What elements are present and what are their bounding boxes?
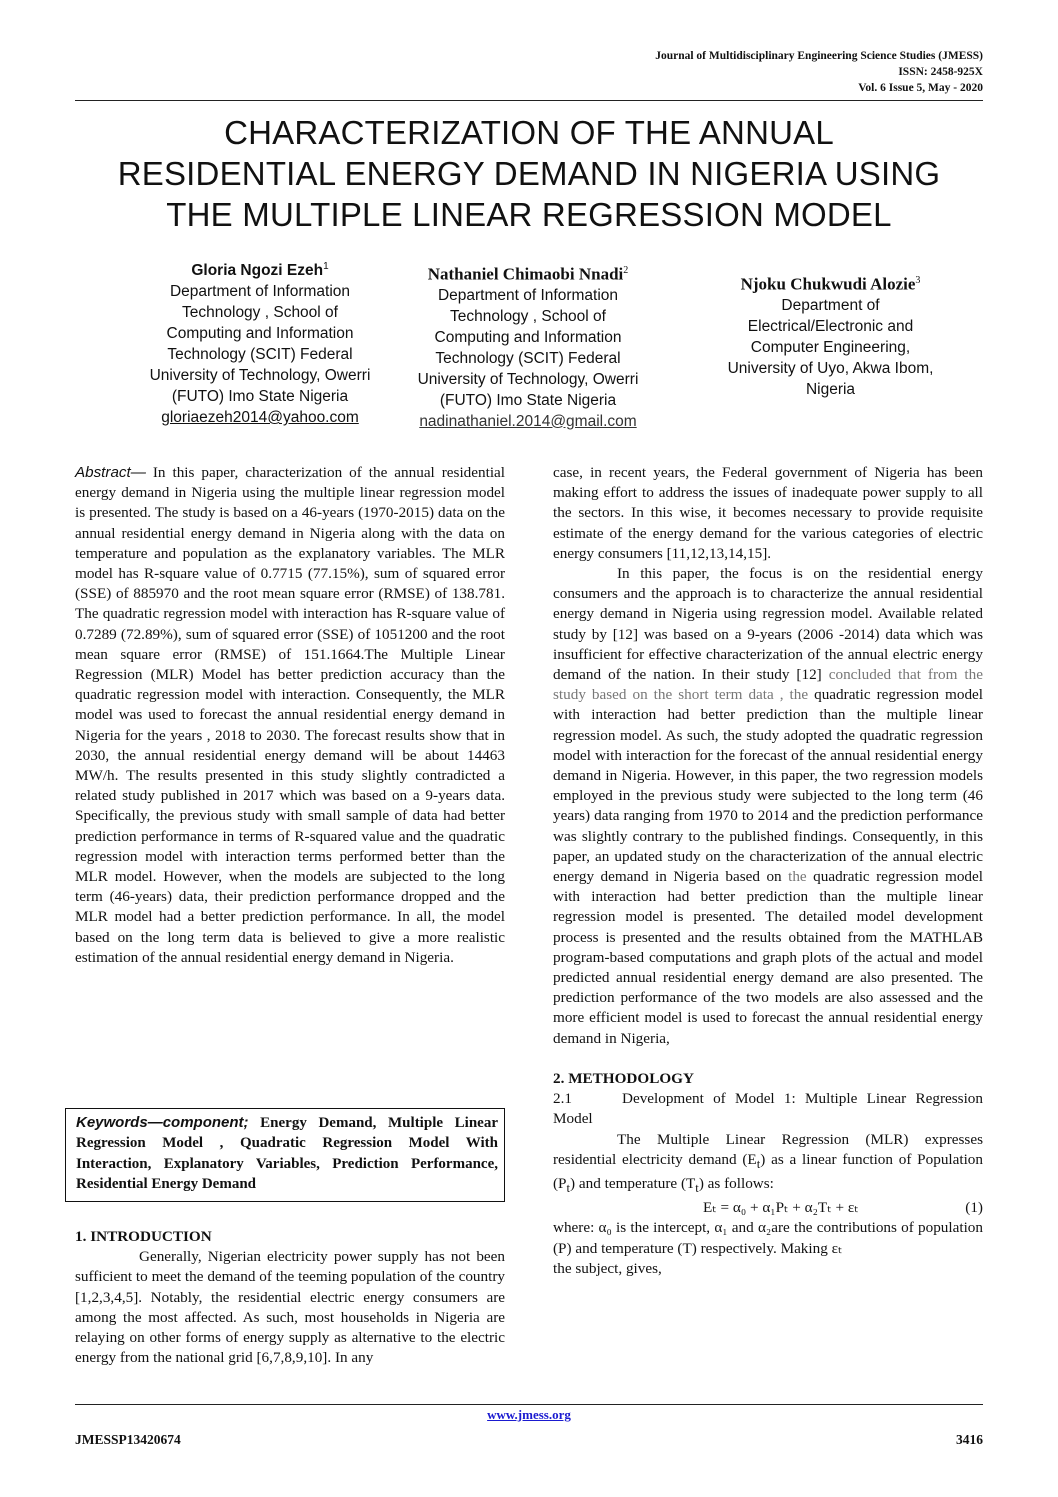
introduction-heading: 1. INTRODUCTION (75, 1228, 212, 1245)
affiliation-line: Nigeria (805, 380, 856, 398)
author-name-3-text: Njoku Chukwudi Alozie (740, 274, 916, 294)
subsection-heading (553, 1089, 983, 1129)
author-sup-1: 1 (323, 261, 329, 272)
author-block-1 (110, 256, 410, 428)
journal-name: Journal of Multidisciplinary Engineering Science Studies (JMESS) (655, 50, 983, 62)
abstract-label: Abstract— (75, 464, 146, 481)
author-email-2[interactable]: nadinathaniel.2014@gmail.com (419, 412, 637, 430)
where-text: where: α₀ is the intercept, α₁ and α₂are the contributions of population (P) and temperature (T) respectively. Making εₜ (553, 1219, 983, 1257)
affiliation-line: University of Uyo, Akwa Ibom, (727, 359, 934, 377)
right-column (553, 463, 983, 1279)
mlr-paragraph (553, 1130, 983, 1199)
affiliation-line: University of Technology, Owerri (417, 370, 639, 388)
p2-text-c: quadratic regression model with interaction had better prediction than the multiple linear regression model is presented. The detailed model development process is presented and the results obtained from the MATHLAB program-based computations and graph plots of the actual and model predicted annual residential energy demand are also presented. The prediction performance of the two models are also assessed and the more efficient model is used to forecast the annual residential energy demand in Nigeria, (553, 868, 983, 1047)
journal-issn: ISSN: 2458-925X (898, 66, 983, 78)
spacer (553, 1049, 983, 1069)
affiliation-line: (FUTO) Imo State Nigeria (439, 391, 617, 409)
equation-1 (553, 1198, 983, 1218)
author-name-3 (678, 270, 983, 295)
author-name-2 (388, 260, 668, 285)
subscript-t: t (756, 1156, 761, 1171)
introduction-text: Generally, Nigerian electricity power supply has not been sufficient to meet the demand of the teeming population of the country [1,2,3,4,5]. Notably, the residential electric energy consumers are among the most affected. As such, most households in Nigeria are relaying on other forms of energy supply as alternative to the electric energy from the national grid [6,7,8,9,10]. In any (75, 1248, 505, 1367)
subject-text: the subject, gives, (553, 1259, 662, 1277)
keywords-box (65, 1108, 505, 1202)
author-affiliation-2 (388, 285, 668, 411)
affiliation-line: (FUTO) Imo State Nigeria (171, 388, 349, 406)
mlr-text-4: ) as follows: (698, 1174, 774, 1192)
abstract-paragraph (75, 463, 505, 968)
affiliation-line: Department of (781, 296, 880, 314)
author-email-1[interactable]: gloriaezeh2014@yahoo.com (161, 409, 359, 427)
subscript-t: t (566, 1180, 571, 1195)
affiliation-line: Technology (SCIT) Federal (167, 346, 353, 364)
author-block-3 (678, 270, 983, 400)
affiliation-line: Computing and Information (166, 325, 354, 343)
right-paragraph-2 (553, 564, 983, 1049)
keywords-text: Energy Demand, Multiple Linear Regression Model , Quadratic Regression Model With Interaction, Explanatory Variables, Prediction Performance, Residential Energy Demand (76, 1115, 498, 1193)
affiliation-line: Department of Information (437, 286, 619, 304)
author-affiliation-1 (110, 281, 410, 407)
paper-id: JMESSP13420674 (75, 1432, 181, 1447)
subscript-t: t (695, 1180, 699, 1195)
journal-header (483, 48, 983, 96)
mlr-text-3: ) and temperature (T (570, 1174, 696, 1192)
journal-volume: Vol. 6 Issue 5, May - 2020 (858, 82, 983, 94)
affiliation-line: Electrical/Electronic and (747, 317, 914, 335)
equation-body: Eₜ = α₀ + α₁Pₜ + α₂Tₜ + εₜ (703, 1199, 859, 1217)
footer-rule (75, 1404, 983, 1405)
p2-text-b: quadratic regression model with interaction had better prediction than the multiple linear regression model. As such, the study adopted the quadratic regression model with interaction for the forecast of the annual residential energy demand in Nigeria. However, in this paper, the two regression models employed in the previous study were subjected to the long term (46 years) data ranging from 1970 to 2014 and the prediction performance was slightly contrary to the published findings. Consequently, in this paper, an updated study on the characterization of the annual electric energy demand in Nigeria based on (553, 686, 983, 886)
subsection-title: Development of Model 1: Multiple Linear Regression Model (553, 1090, 983, 1128)
abstract-text: In this paper, characterization of the annual residential energy demand in Nigeria using the multiple linear regression model is presented. The study is based on a 46-years (1970-2015) data on the annual residential energy demand in Nigeria along with the data on temperature and population as the explanatory variables. The MLR model has R-square value of 0.7715 (77.15%), sum of squared error (SSE) of 885970 and the root mean square error (RMSE) of 138.781. The quadratic regression model with interaction has R-square value of 0.7289 (72.89%), sum of squared error (SSE) of 1051200 and the root mean square error (RMSE) of 151.1664.The Multiple Linear Regression (MLR) Model has better prediction accuracy than the quadratic regression model with interaction. Consequently, the MLR model was used to forecast the annual residential energy demand in Nigeria for the years , 2018 to 2030. The forecast results show that in 2030, the annual residential energy demand will be about 14463 MW/h. The results presented in this study slightly contradicted a related study published in 2017 which was based on a 9-years data. Specifically, the previous study with small sample of data had better prediction performance in terms of R-squared value and the quadratic regression model with interaction terms performed better than the MLR model. However, when the models are subjected to the long term (46-years) data, their prediction performance dropped and the MLR model had a better prediction performance. In all, the model based on the long term data is believed to give a more realistic estimation of the annual residential energy demand in Nigeria. (75, 464, 505, 966)
p2-text-a: In this paper, the focus is on the residential energy consumers and the approach is to characterize the annual residential energy demand in Nigeria using regression model. Available related study by [12] was based on a 9-years (2006 -2014) data which was insufficient for effective characterization of the annual electric energy demand of the nation. In their study [12] (553, 565, 983, 684)
author-block-2 (388, 260, 668, 432)
affiliation-line: Technology , School of (182, 304, 338, 322)
affiliation-line: Technology (SCIT) Federal (435, 349, 621, 367)
author-affiliation-3 (678, 295, 983, 400)
title-line-2: RESIDENTIAL ENERGY DEMAND IN NIGERIA USING (117, 155, 941, 192)
header-rule (75, 100, 983, 101)
affiliation-line: Department of Information (169, 283, 351, 301)
author-name-1 (110, 256, 410, 281)
methodology-heading: 2. METHODOLOGY (553, 1069, 694, 1087)
title-line-1: CHARACTERIZATION OF THE ANNUAL (224, 114, 834, 151)
title-line-3: THE MULTIPLE LINEAR REGRESSION MODEL (166, 196, 892, 233)
mlr-text-1: The Multiple Linear Regression (MLR) expresses residential electricity demand (E (553, 1130, 983, 1168)
journal-website-link[interactable]: www.jmess.org (487, 1407, 571, 1422)
affiliation-line: Technology , School of (450, 307, 606, 325)
paper-title (60, 112, 998, 235)
keywords-label: Keywords—component; (76, 1114, 249, 1131)
subsection-number: 2.1 (553, 1090, 572, 1108)
introduction-section (75, 1227, 505, 1368)
mlr-text-2: ) as a linear function of Population (P (553, 1150, 983, 1192)
author-sup-3: 3 (915, 275, 921, 286)
affiliation-line: Computer Engineering, (750, 338, 911, 356)
p2-grey-text: concluded that from the study based on the short term data , the (553, 666, 983, 704)
author-sup-2: 2 (623, 265, 629, 276)
affiliation-line: Computing and Information (434, 328, 622, 346)
author-name-2-text: Nathaniel Chimaobi Nnadi (427, 264, 624, 284)
right-paragraph-1: case, in recent years, the Federal government of Nigeria has been making effort to address the issues of inadequate power supply to all the sectors. In this wise, it becomes necessary to provide requisite estimate of the energy demand for the various categories of electric energy consumers [11,12,13,14,15]. (553, 464, 983, 562)
equation-number: (1) (965, 1199, 983, 1217)
page-number: 3416 (956, 1432, 983, 1447)
author-name-1-text: Gloria Ngozi Ezeh (191, 262, 324, 280)
p2-grey-text-2: the (788, 868, 807, 886)
affiliation-line: University of Technology, Owerri (149, 367, 371, 385)
abstract-section (75, 463, 505, 968)
